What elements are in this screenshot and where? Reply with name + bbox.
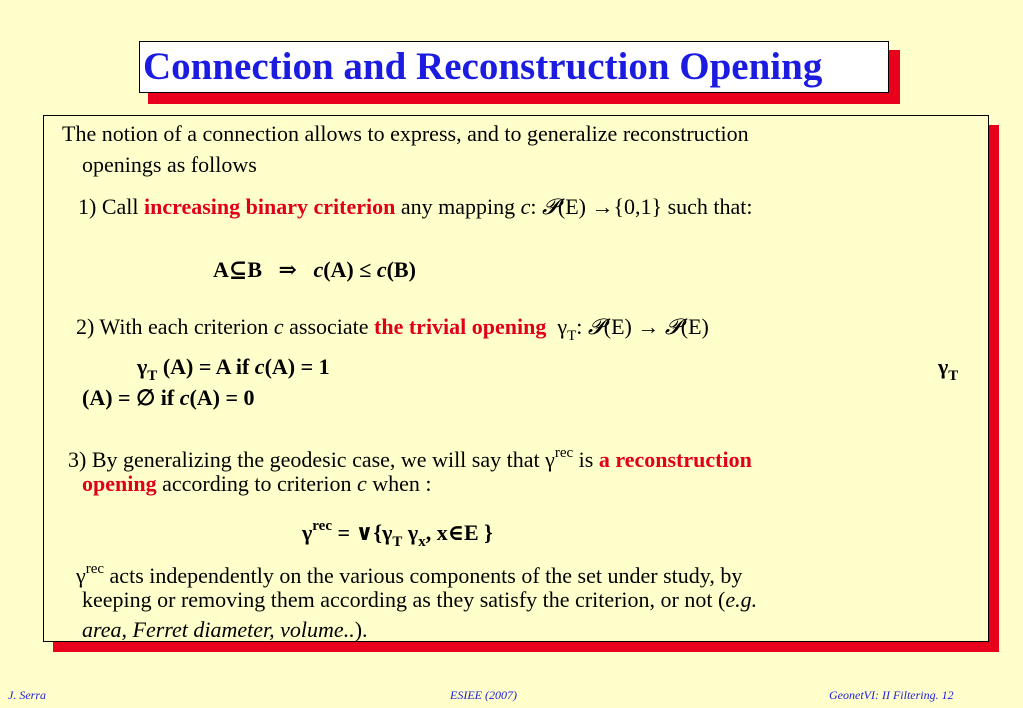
intro-line-1: The notion of a connection allows to express, and to generalize reconstruction — [62, 121, 749, 146]
conclusion-text-2: keeping or removing them according as they satisfy the criterion, or not ( — [82, 587, 726, 612]
item-2-sub: T — [567, 328, 577, 344]
formula-2-part2: (A) = 1 — [264, 354, 330, 379]
increasing-binary-criterion-term: increasing binary criterion — [144, 194, 396, 219]
reconstruction-term-1: a reconstruction — [598, 447, 752, 472]
formula-3-subx: x — [418, 534, 426, 550]
item-2-powerset-2: 𝓟 — [664, 314, 681, 339]
item-3-rest: according to criterion — [156, 471, 357, 496]
item-1-powerset: 𝓟 — [542, 194, 558, 219]
formula-2-line-2 — [82, 385, 255, 411]
formula-2-c2: c — [179, 385, 190, 410]
item-3-c: c — [356, 471, 367, 496]
formula-2-part1: (A) = A if — [157, 354, 255, 379]
formula-2-line2b: (A) = 0 — [189, 385, 255, 410]
title-box — [139, 41, 889, 93]
item-3-line-2 — [82, 471, 432, 497]
conclusion-line-3 — [82, 617, 368, 643]
formula-2-c: c — [254, 354, 265, 379]
item-3-line-1 — [68, 440, 752, 473]
conclusion-gamma: γ — [76, 563, 86, 588]
conclusion-line-2 — [82, 587, 757, 613]
conclusion-line-1 — [76, 556, 742, 589]
footer-center: ESIEE (2007) — [450, 688, 517, 702]
formula-3-sup: rec — [312, 518, 332, 534]
formula-1-lhs: A⊆B — [213, 257, 262, 282]
item-3-end: when : — [366, 471, 432, 496]
footer-right: GeonetVI: II Filtering. 12 — [829, 688, 954, 702]
formula-3-subT: T — [392, 534, 403, 550]
formula-1-end: (B) — [386, 257, 416, 282]
formula-1-mid: (A) ≤ — [323, 257, 377, 282]
slide-title: Connection and Reconstruction Opening — [143, 45, 823, 88]
footer-author: J. Serra — [8, 688, 46, 702]
conclusion-eg: e.g. — [725, 587, 758, 612]
item-2-gamma: γ — [557, 314, 568, 339]
formula-3-gamma2: γ — [402, 520, 419, 545]
item-1-c: c — [520, 194, 531, 219]
item-3-middle: is — [573, 447, 599, 472]
trivial-opening-term: the trivial opening — [374, 314, 547, 339]
conclusion-sup: rec — [85, 561, 105, 577]
item-3-sup: rec — [554, 445, 574, 461]
conclusion-end: ). — [354, 617, 368, 642]
formula-3-eq: = ∨{γ — [332, 520, 393, 545]
formula-1-arrow: ⇒ — [278, 257, 297, 282]
item-2-c: c — [273, 314, 284, 339]
formula-1-c2: c — [376, 257, 387, 282]
formula-1 — [213, 257, 416, 283]
item-2-rest1: : — [576, 314, 588, 339]
reconstruction-term-2: opening — [82, 471, 157, 496]
formula-2-gamma-right — [938, 354, 958, 389]
item-1 — [78, 194, 753, 220]
item-2-middle: associate — [283, 314, 375, 339]
item-1-rest: (E) →{0,1} such that: — [557, 194, 753, 219]
item-3-prefix: 3) By generalizing the geodesic case, we will say that γ — [68, 447, 555, 472]
conclusion-text-1: acts independently on the various components of the set under study, by — [104, 563, 743, 588]
item-2-rest3: (E) — [680, 314, 709, 339]
item-2 — [76, 314, 709, 349]
item-1-colon: : — [530, 194, 543, 219]
formula-3-end: , x∈E } — [425, 520, 493, 545]
formula-2-line-1 — [137, 354, 330, 389]
formula-1-c1: c — [313, 257, 324, 282]
intro-line-2: openings as follows — [82, 152, 257, 177]
formula-3-gamma: γ — [302, 520, 313, 545]
formula-2-gamma2: γ — [938, 354, 949, 379]
item-1-prefix: 1) Call — [78, 194, 144, 219]
item-1-middle: any mapping — [395, 194, 521, 219]
item-2-powerset-1: 𝓟 — [587, 314, 604, 339]
conclusion-text-3: area, Ferret diameter, volume.. — [82, 617, 355, 642]
formula-3 — [302, 513, 493, 555]
formula-2-sub: T — [147, 368, 158, 384]
formula-2-sub2: T — [948, 368, 959, 384]
formula-2-line2a: (A) = ∅ if — [82, 385, 180, 410]
item-2-rest2: (E) → — [603, 314, 665, 339]
formula-2-gamma: γ — [137, 354, 148, 379]
item-2-prefix: 2) With each criterion — [76, 314, 274, 339]
